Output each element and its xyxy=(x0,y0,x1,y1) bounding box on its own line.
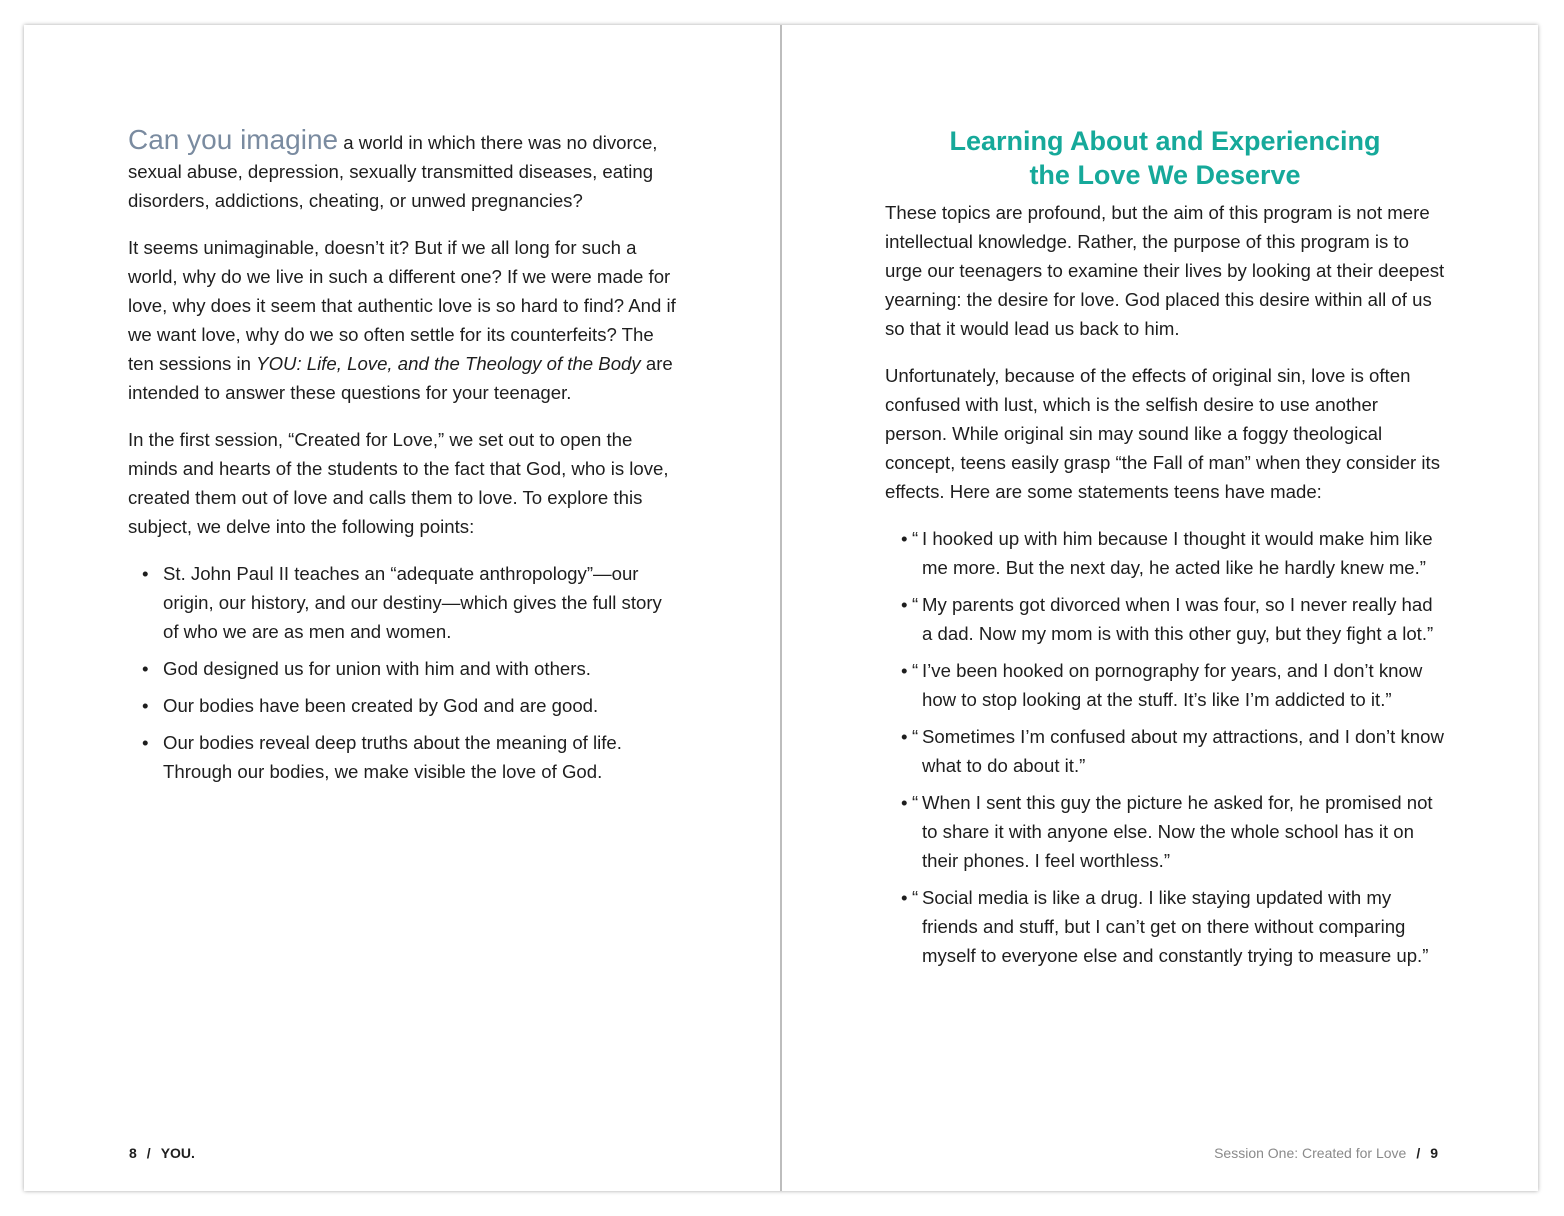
page-number: 8 xyxy=(129,1145,137,1161)
list-item xyxy=(885,524,1445,582)
open-quote: “ xyxy=(912,792,919,813)
paragraph-first-session: In the first session, “Created for Love,” we set out to open the minds and hearts of the students to the fact that God, who is love, created them out of love and calls them to love. To explore this subject, we delve into the following points: xyxy=(128,429,669,537)
list-item xyxy=(885,788,1445,875)
quote-text: Sometimes I’m confused about my attractions, and I don’t know what to do about it.” xyxy=(922,726,1444,776)
bullet-glyph: • xyxy=(901,528,908,549)
open-quote: “ xyxy=(912,726,919,747)
right-page-body xyxy=(885,124,1445,978)
list-item xyxy=(885,722,1445,780)
paragraph-counterfeits xyxy=(128,233,678,407)
paragraph-intro xyxy=(128,125,678,215)
paragraph-counterfeits-start: It seems unimaginable, doesn’t it? But if we all long for such a world, why do we live in such a different one? If we were made for love, why does it seem that authentic love is so hard to find? And if we want love, why do we so often settle for its counterfeits? The ten sessions in xyxy=(128,237,676,374)
right-page xyxy=(782,25,1538,1191)
paragraph-original-sin: Unfortunately, because of the effects of original sin, love is often confused with lust, which is the selfish desire to use another person. While original sin may sound like a foggy theological concept, teens easily grasp “the Fall of man” when they consider its effects. Here are some statements teens have made: xyxy=(885,365,1440,502)
bullet-glyph: • xyxy=(901,660,908,681)
paragraph-counterfeits-end: are intended to answer these questions for your teenager. xyxy=(128,353,673,403)
lead-in-phrase: Can you imagine xyxy=(128,124,339,155)
list-item: • Our bodies reveal deep truths about the meaning of life. Through our bodies, we make visible the love of God. xyxy=(128,728,678,786)
list-item: • St. John Paul II teaches an “adequate anthropology”—our origin, our history, and our destiny—which gives the full story of who we are as men and women. xyxy=(128,559,678,646)
quote-text: I’ve been hooked on pornography for years, and I don’t know how to stop looking at the stuff. It’s like I’m addicted to it.” xyxy=(922,660,1423,710)
left-folio xyxy=(129,1144,195,1162)
list-item xyxy=(885,590,1445,648)
book-title: YOU: Life, Love, and the Theology of the Body xyxy=(256,353,641,374)
page-gutter xyxy=(780,25,782,1191)
teen-quotes-list xyxy=(885,524,1445,970)
paragraph-intro-text: a world in which there was no divorce, sexual abuse, depression, sexually transmitted diseases, eating disorders, addictions, cheating, or unwed pregnancies? xyxy=(128,132,658,211)
open-quote: “ xyxy=(912,660,919,681)
quote-text: My parents got divorced when I was four, so I never really had a dad. Now my mom is with this other guy, but they fight a lot.” xyxy=(922,594,1434,644)
list-item xyxy=(885,883,1445,970)
bullet-glyph: • xyxy=(901,726,908,747)
running-title: YOU. xyxy=(160,1145,195,1161)
quote-text: I hooked up with him because I thought it would make him like me more. But the next day, he acted like he hardly knew me.” xyxy=(922,528,1433,578)
paragraph-program-aim: These topics are profound, but the aim of this program is not mere intellectual knowledge. Rather, the purpose of this program is to urge our teenagers to examine their lives by looking at their deepest yearning: the desire for love. God placed this desire within all of us so that it would lead us back to him. xyxy=(885,202,1445,339)
open-quote: “ xyxy=(912,528,919,549)
running-title: Session One: Created for Love xyxy=(1214,1145,1407,1161)
bullet-glyph: • xyxy=(901,887,908,908)
open-quote: “ xyxy=(912,594,919,615)
left-page-body xyxy=(128,125,678,794)
folio-separator: / xyxy=(1416,1145,1421,1161)
session-points-list xyxy=(128,559,678,786)
open-quote: “ xyxy=(912,887,919,908)
left-page xyxy=(24,25,780,1191)
folio-separator: / xyxy=(146,1145,151,1161)
list-item: • Our bodies have been created by God and are good. xyxy=(128,691,678,720)
section-heading-line1: Learning About and Experiencing xyxy=(949,126,1381,156)
right-folio xyxy=(1214,1144,1438,1162)
list-item xyxy=(885,656,1445,714)
list-item: • God designed us for union with him and with others. xyxy=(128,654,678,683)
page-number: 9 xyxy=(1430,1145,1438,1161)
bullet-glyph: • xyxy=(901,594,908,615)
section-heading xyxy=(885,124,1445,192)
quote-text: Social media is like a drug. I like staying updated with my friends and stuff, but I can’t get on there without comparing myself to everyone else and constantly trying to measure up.” xyxy=(922,887,1429,966)
section-heading-line2: the Love We Deserve xyxy=(1029,160,1301,190)
quote-text: When I sent this guy the picture he asked for, he promised not to share it with anyone else. Now the whole school has it on their phones. I feel worthless.” xyxy=(922,792,1433,871)
bullet-glyph: • xyxy=(901,792,908,813)
